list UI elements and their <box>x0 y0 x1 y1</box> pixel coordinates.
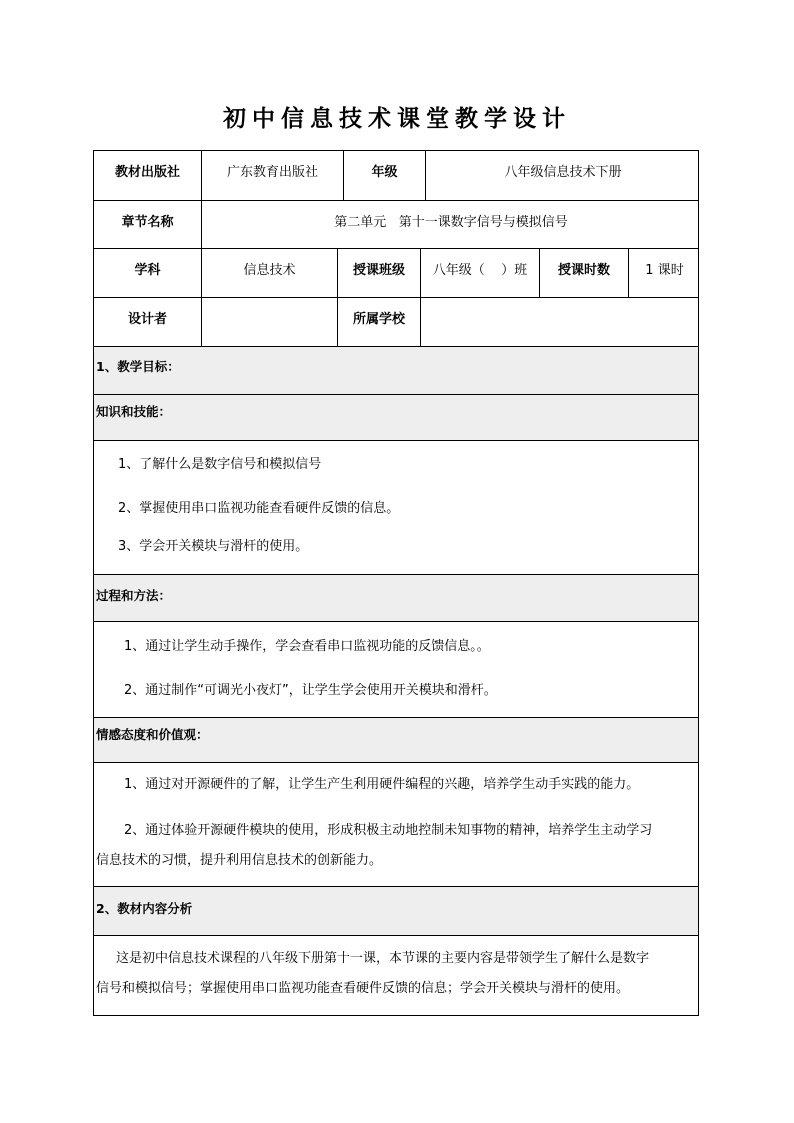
chapter-label: 章节名称 <box>94 201 202 248</box>
process-heading: 过程和方法： <box>94 574 698 622</box>
hours-value: 1 课时 <box>645 263 684 278</box>
publisher-value: 广东教育出版社 <box>202 151 344 200</box>
class-value: 八年级（ ）班 <box>421 249 540 297</box>
analysis-line: 这是初中信息技术课程的八年级下册第十一课，本节课的主要内容是带领学生了解什么是数字 <box>116 951 650 966</box>
designer-value <box>202 298 338 346</box>
info-row-publisher <box>94 151 698 201</box>
grade-label: 年级 <box>344 151 426 200</box>
school-label: 所属学校 <box>338 298 421 346</box>
knowledge-item: 2、掌握使用串口监视功能查看硬件反馈的信息。 <box>118 501 400 516</box>
info-row-subject <box>94 249 698 298</box>
hours-label: 授课时数 <box>540 249 629 297</box>
grade-value: 八年级信息技术下册 <box>504 165 622 180</box>
emotion-item: 1、通过对开源硬件的了解，让学生产生利用硬件编程的兴趣，培养学生动手实践的能力。 <box>124 777 640 792</box>
analysis-heading: 2、教材内容分析 <box>94 886 698 936</box>
subject-label: 学科 <box>94 249 202 297</box>
knowledge-heading: 知识和技能： <box>94 395 698 441</box>
info-row-chapter <box>94 201 698 249</box>
process-item: 2、通过制作“可调光小夜灯”，让学生学会使用开关模块和滑杆。 <box>124 683 497 698</box>
info-row-designer <box>94 298 698 347</box>
subject-value: 信息技术 <box>202 249 338 297</box>
analysis-line: 信号和模拟信号；掌握使用串口监视功能查看硬件反馈的信息；学会开关模块与滑杆的使用。 <box>96 981 630 996</box>
lesson-plan-table <box>93 150 699 1016</box>
school-value <box>421 298 700 346</box>
emotion-heading: 情感态度和价值观： <box>94 717 698 763</box>
class-label: 授课班级 <box>338 249 421 297</box>
publisher-label: 教材出版社 <box>94 151 202 200</box>
emotion-item: 信息技术的习惯，提升利用信息技术的创新能力。 <box>96 853 383 868</box>
designer-label: 设计者 <box>94 298 202 346</box>
chapter-value: 第二单元 第十一课数字信号与模拟信号 <box>334 215 568 230</box>
document-title: 初中信息技术课堂教学设计 <box>223 105 571 132</box>
knowledge-item: 3、学会开关模块与滑杆的使用。 <box>118 539 309 554</box>
process-item: 1、通过让学生动手操作，学会查看串口监视功能的反馈信息。。 <box>124 639 490 654</box>
objectives-heading: 1、教学目标： <box>94 347 698 395</box>
emotion-item: 2、通过体验开源硬件模块的使用，形成积极主动地控制未知事物的精神，培养学生主动学习 <box>124 823 653 838</box>
knowledge-item: 1、了解什么是数字信号和模拟信号 <box>118 457 322 472</box>
